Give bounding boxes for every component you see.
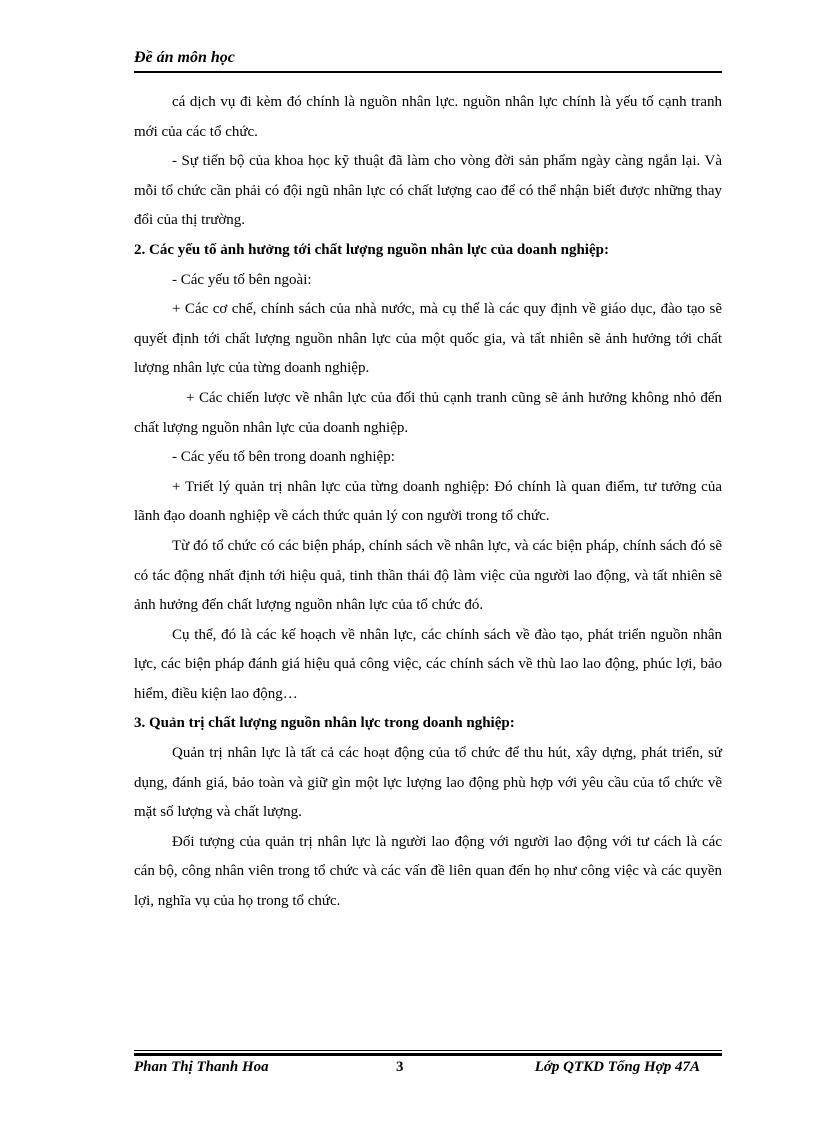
paragraph: Đối tượng của quản trị nhân lực là người lao động với người lao động với tư cách là các cán bộ, công nhân viên trong tổ chức và các vấn đề liên quan đến họ như công việc và các quyền lợi, nghĩa vụ của họ trong tổ chức. bbox=[134, 833, 722, 910]
footer-divider bbox=[134, 1050, 722, 1051]
page-number: 3 bbox=[396, 1059, 404, 1075]
section-heading: 2. Các yếu tố ảnh hưởng tới chất lượng nguồn nhân lực của doanh nghiệp: bbox=[134, 241, 609, 258]
paragraph: Cụ thể, đó là các kế hoạch về nhân lực, các chính sách về đào tạo, phát triển nguồn nhân lực, các biện pháp đánh giá hiệu quả công việc, các chính sách về thù lao lao động, phúc lợi, bảo hiểm, điều kiện lao động… bbox=[134, 626, 722, 702]
footer-class: Lớp QTKD Tổng Hợp 47A bbox=[534, 1059, 700, 1075]
paragraph: Từ đó tổ chức có các biện pháp, chính sách về nhân lực, và các biện pháp, chính sách đó sẽ có tác động nhất định tới hiệu quả, tinh thần thái độ làm việc của người lao động, và tất nhiên sẽ ảnh hưởng đến chất lượng nguồn nhân lực của tổ chức đó. bbox=[134, 537, 722, 614]
header-divider bbox=[134, 71, 722, 73]
document-header-title: Đề án môn học bbox=[134, 49, 235, 66]
footer-divider-thick bbox=[134, 1053, 722, 1056]
document-body bbox=[134, 88, 722, 917]
paragraph: - Các yếu tố bên trong doanh nghiệp: bbox=[172, 449, 395, 466]
footer-author: Phan Thị Thanh Hoa bbox=[134, 1059, 269, 1075]
paragraph: + Các cơ chế, chính sách của nhà nước, mà cụ thể là các quy định về giáo dục, đào tạo sẽ quyết định tới chất lượng nguồn nhân lực của một quốc gia, và tất nhiên sẽ ảnh hưởng tới chất lượng nhân lực của từng doanh nghiệp. bbox=[134, 301, 722, 377]
paragraph: + Các chiến lược về nhân lực của đối thủ cạnh tranh cũng sẽ ảnh hưởng không nhỏ đến chất lượng nguồn nhân lực của doanh nghiệp. bbox=[134, 389, 722, 436]
paragraph: Quản trị nhân lực là tất cả các hoạt động của tổ chức để thu hút, xây dựng, phát triển, sử dụng, đánh giá, bảo toàn và giữ gìn một lực lượng lao động phù hợp với yêu cầu của tổ chức về mặt số lượng và chất lượng. bbox=[134, 745, 722, 821]
paragraph: - Các yếu tố bên ngoài: bbox=[172, 271, 312, 288]
paragraph: - Sự tiến bộ của khoa học kỹ thuật đã làm cho vòng đời sản phẩm ngày càng ngắn lại. Và mỗi tổ chức cần phải có đội ngũ nhân lực có chất lượng cao để có thể nhận biết được những thay đổi của thị trường. bbox=[134, 153, 722, 229]
paragraph: cá dịch vụ đi kèm đó chính là nguồn nhân lực. nguồn nhân lực chính là yếu tố cạnh tranh mới của các tổ chức. bbox=[134, 94, 722, 140]
paragraph: + Triết lý quản trị nhân lực của từng doanh nghiệp: Đó chính là quan điểm, tư tưởng của lãnh đạo doanh nghiệp về cách thức quản lý con người trong tổ chức. bbox=[134, 478, 722, 525]
section-heading: 3. Quản trị chất lượng nguồn nhân lực trong doanh nghiệp: bbox=[134, 715, 515, 732]
